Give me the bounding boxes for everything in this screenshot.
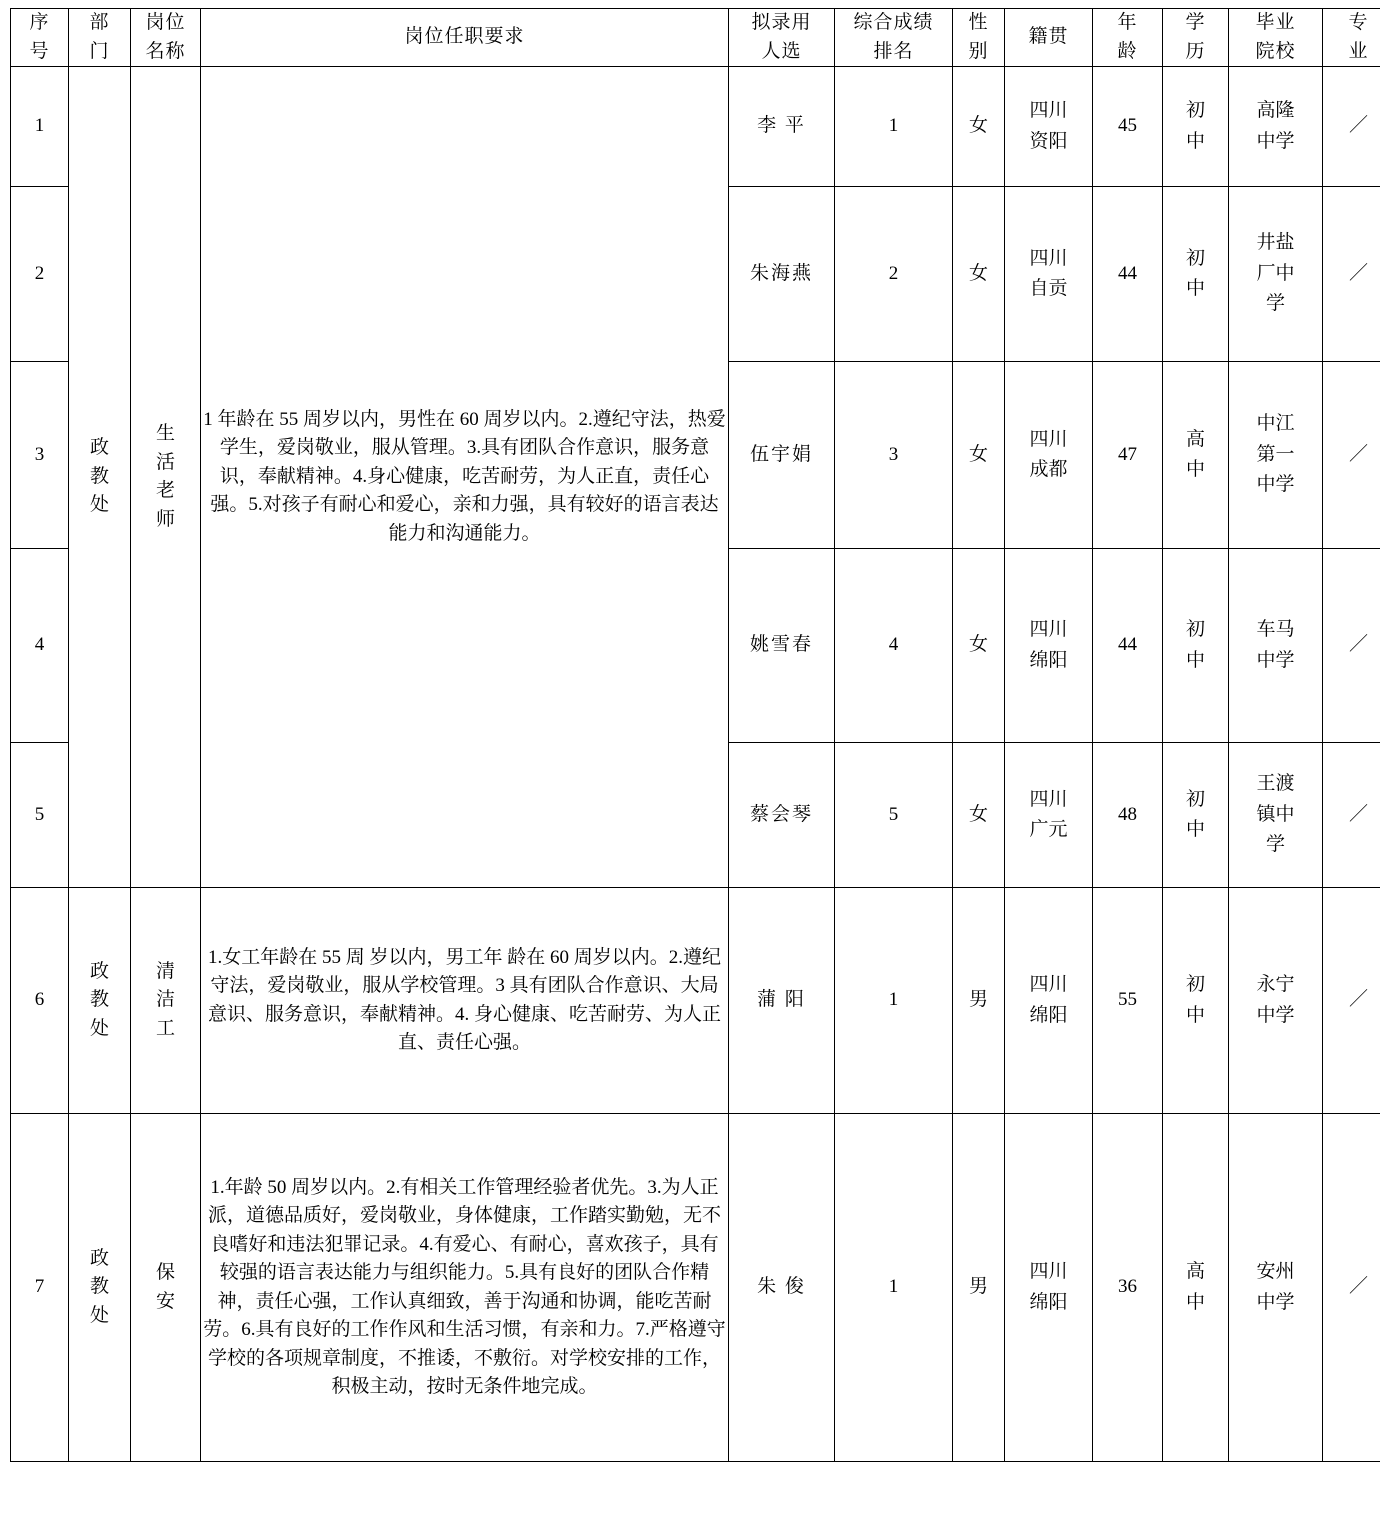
header-major (1323, 9, 1380, 67)
header-major-line2: 业 (1348, 40, 1369, 62)
cell-seq: 1 (11, 67, 69, 187)
dept-char: 处 (89, 494, 109, 516)
cell-requirement (201, 67, 729, 888)
post-char: 老 (155, 480, 175, 501)
school-line: 高隆 (1256, 100, 1295, 122)
cell-candidate: 姚雪春 (729, 549, 835, 743)
cell-gender: 女 (953, 362, 1005, 549)
education-line: 初 (1185, 100, 1205, 122)
cell-origin (1005, 549, 1093, 743)
header-gender-line2: 别 (968, 40, 989, 62)
cell-education (1163, 549, 1229, 743)
table-row (11, 888, 1380, 1114)
cell-origin (1005, 1114, 1093, 1462)
cell-major: ／ (1323, 187, 1380, 362)
header-seq-line1: 序 (29, 12, 50, 33)
dept-char: 政 (89, 960, 109, 982)
cell-school (1229, 888, 1323, 1114)
school-line: 学 (1265, 293, 1285, 315)
school-line: 中学 (1256, 1004, 1295, 1026)
cell-rank: 2 (835, 187, 953, 362)
dept-char: 处 (89, 1017, 109, 1039)
header-department-line2: 门 (89, 40, 110, 62)
header-origin: 籍贯 (1005, 9, 1093, 67)
education-line: 中 (1185, 130, 1205, 152)
post-char: 安 (155, 1290, 175, 1312)
cell-education (1163, 1114, 1229, 1462)
cell-seq: 2 (11, 187, 69, 362)
cell-department (69, 888, 131, 1114)
origin-line: 绵阳 (1029, 1004, 1068, 1026)
header-gender-line1: 性 (968, 12, 989, 33)
school-line: 王渡 (1256, 773, 1295, 795)
header-requirement: 岗位任职要求 (201, 9, 729, 67)
dept-char: 教 (89, 1276, 109, 1298)
cell-gender: 男 (953, 888, 1005, 1114)
cell-candidate: 伍宇娟 (729, 362, 835, 549)
dept-char: 政 (89, 1247, 109, 1269)
header-post-name-line2: 名称 (145, 40, 186, 62)
post-char: 活 (155, 451, 175, 473)
cell-candidate: 李 平 (729, 67, 835, 187)
header-education-line1: 学 (1185, 12, 1206, 33)
cell-requirement (201, 888, 729, 1114)
cell-candidate: 蔡会琴 (729, 743, 835, 888)
cell-gender: 女 (953, 67, 1005, 187)
cell-school (1229, 67, 1323, 187)
cell-major: ／ (1323, 743, 1380, 888)
cell-gender: 男 (953, 1114, 1005, 1462)
cell-age: 55 (1093, 888, 1163, 1114)
education-line: 高 (1185, 428, 1205, 450)
education-line: 初 (1185, 619, 1205, 641)
requirement-text: 1.年龄 50 周岁以内。2.有相关工作管理经验者优先。3.为人正派，道德品质好，爱岗敬业，身体健康，工作踏实勤勉，无不良嗜好和违法犯罪记录。4.有爱心、有耐心，喜欢孩子，具有较强的语言表达能力与组织能力。5.具有良好的团队合作精神，责任心强，工作认真细致，善于沟通和协调，能吃苦耐劳。6.具有良好的工作作风和生活习惯，有亲和力。7.严格遵守学校的各项规章制度，不推诿，不敷衍。对学校安排的工作，积极主动，按时无条件地完成。 (203, 1176, 726, 1397)
cell-education (1163, 187, 1229, 362)
header-school-line2: 院校 (1255, 40, 1296, 62)
cell-rank: 5 (835, 743, 953, 888)
cell-rank: 4 (835, 549, 953, 743)
origin-line: 四川 (1029, 428, 1068, 450)
education-line: 中 (1185, 649, 1205, 671)
post-char: 工 (155, 1017, 175, 1039)
header-school-line1: 毕业 (1255, 12, 1296, 33)
origin-line: 成都 (1029, 459, 1068, 480)
cell-seq: 4 (11, 549, 69, 743)
header-score-rank-line1: 综合成绩 (853, 12, 934, 33)
cell-post-name (131, 888, 201, 1114)
cell-seq: 5 (11, 743, 69, 888)
table-row (11, 1114, 1380, 1462)
recruitment-table (10, 8, 1380, 1462)
cell-major: ／ (1323, 362, 1380, 549)
post-char: 清 (155, 960, 175, 982)
school-line: 中江 (1256, 413, 1295, 435)
origin-line: 绵阳 (1029, 1291, 1068, 1313)
dept-char: 处 (89, 1304, 109, 1326)
header-seq-line2: 号 (29, 40, 50, 62)
dept-char: 教 (89, 465, 109, 487)
header-age-line1: 年 (1117, 12, 1138, 33)
cell-major: ／ (1323, 549, 1380, 743)
post-char: 保 (155, 1262, 175, 1283)
education-line: 高 (1185, 1261, 1205, 1283)
cell-requirement (201, 1114, 729, 1462)
cell-origin (1005, 67, 1093, 187)
cell-origin (1005, 187, 1093, 362)
cell-school (1229, 362, 1323, 549)
school-line: 厂中 (1256, 262, 1295, 284)
cell-education (1163, 362, 1229, 549)
dept-char: 政 (89, 437, 109, 459)
header-age (1093, 9, 1163, 67)
origin-line: 四川 (1029, 788, 1068, 810)
origin-line: 四川 (1029, 100, 1068, 122)
header-education (1163, 9, 1229, 67)
school-line: 安州 (1256, 1261, 1295, 1283)
cell-major: ／ (1323, 888, 1380, 1114)
school-line: 中学 (1256, 130, 1295, 152)
header-candidate-line2: 人选 (761, 40, 802, 62)
cell-school (1229, 187, 1323, 362)
school-line: 中学 (1256, 474, 1295, 496)
cell-rank: 3 (835, 362, 953, 549)
cell-rank: 1 (835, 888, 953, 1114)
cell-seq: 6 (11, 888, 69, 1114)
cell-school (1229, 549, 1323, 743)
cell-age: 36 (1093, 1114, 1163, 1462)
school-line: 学 (1265, 834, 1285, 856)
header-department-line1: 部 (89, 12, 110, 33)
cell-education (1163, 888, 1229, 1114)
header-score-rank (835, 9, 953, 67)
header-education-line2: 历 (1185, 40, 1206, 62)
header-department (69, 9, 131, 67)
cell-candidate: 朱海燕 (729, 187, 835, 362)
cell-department (69, 67, 131, 888)
cell-origin (1005, 743, 1093, 888)
education-line: 中 (1185, 278, 1205, 299)
cell-origin (1005, 362, 1093, 549)
table-header-row (11, 9, 1380, 67)
school-line: 第一 (1256, 443, 1295, 465)
education-line: 中 (1185, 459, 1205, 480)
school-line: 中学 (1256, 649, 1295, 671)
origin-line: 四川 (1029, 247, 1068, 269)
school-line: 永宁 (1256, 974, 1295, 996)
school-line: 镇中 (1256, 803, 1295, 825)
header-gender (953, 9, 1005, 67)
origin-line: 自贡 (1029, 278, 1068, 299)
school-line: 车马 (1256, 619, 1295, 641)
header-candidate-line1: 拟录用 (751, 12, 812, 33)
cell-school (1229, 743, 1323, 888)
cell-major: ／ (1323, 67, 1380, 187)
post-char: 洁 (155, 989, 175, 1011)
education-line: 初 (1185, 974, 1205, 996)
header-age-line2: 龄 (1117, 40, 1138, 62)
origin-line: 四川 (1029, 619, 1068, 641)
cell-age: 45 (1093, 67, 1163, 187)
header-post-name (131, 9, 201, 67)
cell-department (69, 1114, 131, 1462)
cell-age: 47 (1093, 362, 1163, 549)
education-line: 初 (1185, 247, 1205, 269)
cell-post-name (131, 67, 201, 888)
school-line: 井盐 (1256, 232, 1295, 254)
post-char: 师 (155, 508, 175, 530)
cell-seq: 3 (11, 362, 69, 549)
education-line: 中 (1185, 1004, 1205, 1026)
cell-origin (1005, 888, 1093, 1114)
cell-candidate: 蒲 阳 (729, 888, 835, 1114)
header-major-line1: 专 (1348, 12, 1369, 33)
cell-education (1163, 67, 1229, 187)
cell-age: 44 (1093, 187, 1163, 362)
header-score-rank-line2: 排名 (873, 40, 914, 62)
school-line: 中学 (1256, 1291, 1295, 1313)
cell-major: ／ (1323, 1114, 1380, 1462)
origin-line: 四川 (1029, 1261, 1068, 1283)
cell-candidate: 朱 俊 (729, 1114, 835, 1462)
cell-rank: 1 (835, 67, 953, 187)
post-char: 生 (155, 423, 175, 444)
cell-gender: 女 (953, 743, 1005, 888)
origin-line: 四川 (1029, 974, 1068, 996)
cell-gender: 女 (953, 187, 1005, 362)
cell-rank: 1 (835, 1114, 953, 1462)
cell-age: 48 (1093, 743, 1163, 888)
cell-seq: 7 (11, 1114, 69, 1462)
cell-education (1163, 743, 1229, 888)
table-row (11, 67, 1380, 187)
origin-line: 广元 (1029, 819, 1068, 840)
cell-gender: 女 (953, 549, 1005, 743)
education-line: 中 (1185, 1291, 1205, 1313)
origin-line: 绵阳 (1029, 649, 1068, 671)
requirement-text: 1.女工年龄在 55 周 岁以内，男工年 龄在 60 周岁以内。2.遵纪守法，爱岗敬业，服从学校管理。3 具有团队合作意识、大局意识、服务意识，奉献精神。4. 身心健康、吃苦耐劳、为人正直、责任心强。 (207, 946, 721, 1053)
header-candidate (729, 9, 835, 67)
header-post-name-line1: 岗位 (145, 12, 186, 33)
origin-line: 资阳 (1029, 130, 1068, 152)
cell-school (1229, 1114, 1323, 1462)
cell-age: 44 (1093, 549, 1163, 743)
header-school (1229, 9, 1323, 67)
cell-post-name (131, 1114, 201, 1462)
education-line: 中 (1185, 819, 1205, 840)
header-seq (11, 9, 69, 67)
dept-char: 教 (89, 989, 109, 1011)
requirement-text: 1 年龄在 55 周岁以内，男性在 60 周岁以内。2.遵纪守法，热爱学生，爱岗敬业，服从管理。3.具有团队合作意识，服务意识，奉献精神。4.身心健康，吃苦耐劳，为人正直，责任心强。5.对孩子有耐心和爱心，亲和力强，具有较好的语言表达能力和沟通能力。 (203, 408, 726, 544)
education-line: 初 (1185, 788, 1205, 810)
